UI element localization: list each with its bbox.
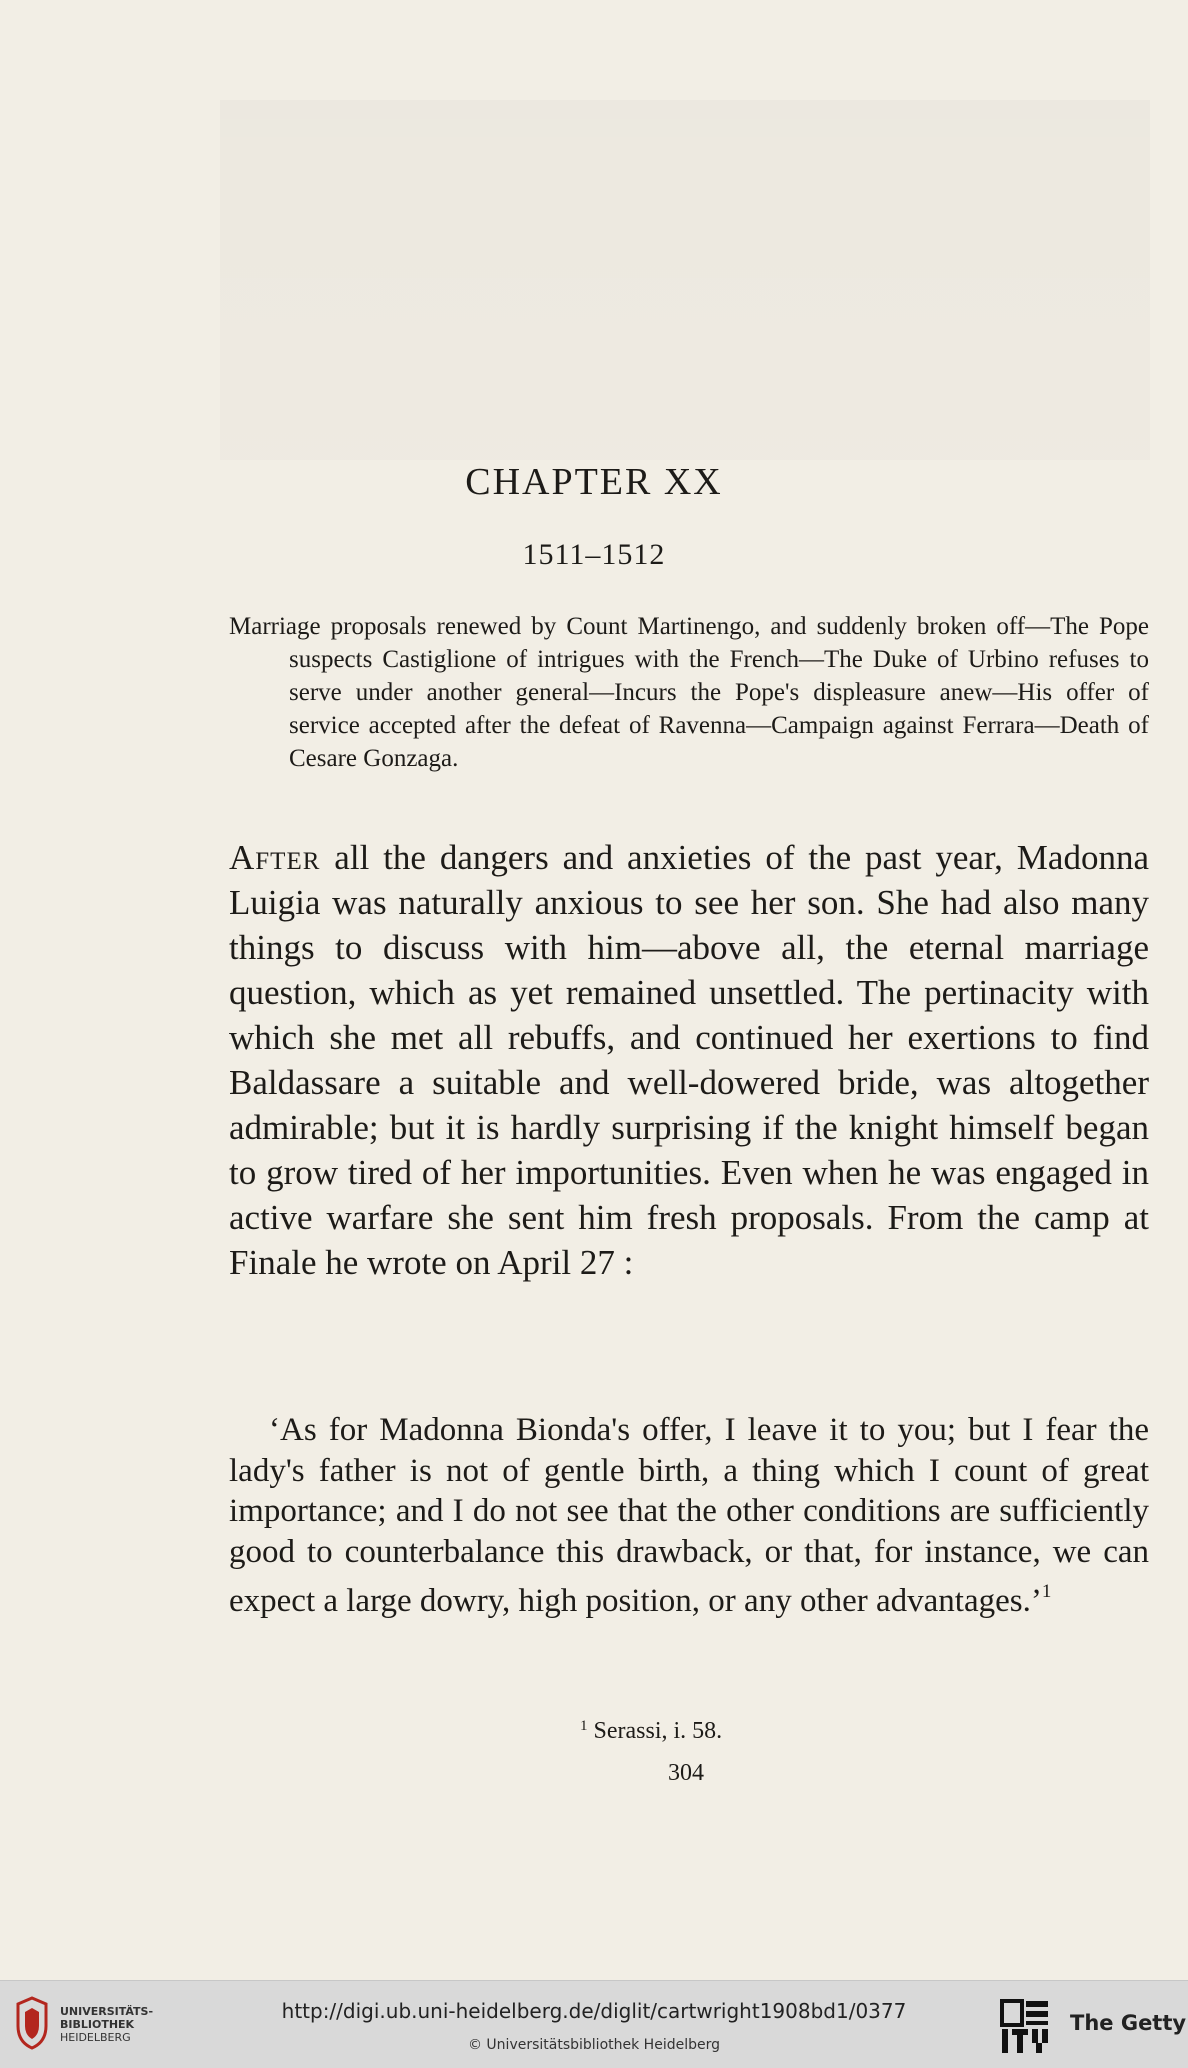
getty-logo-icon: [1000, 1999, 1050, 2055]
page-number: 304: [668, 1760, 704, 1786]
library-name-line-3: HEIDELBERG: [60, 2031, 131, 2044]
letter-quote: [229, 1410, 1149, 1622]
chapter-years: 1511–1512: [522, 538, 666, 571]
partner-name: The Getty: [1070, 2011, 1187, 2035]
copyright-notice: © Universitätsbibliothek Heidelberg: [467, 2037, 720, 2053]
paragraph-text: all the dangers and anxieties of the past year, Madonna Luigia was naturally anxious to see her son. She had also many things to discuss with him—above all, the eternal marriage question, which as yet remained unsettled. The pertinacity with which she met all rebuffs, and continued her exertions to find Baldassare a suitable and well-dowered bride, was altogether admirable; but it is hardly surprising if the knight himself began to grow tired of her importunities. Even when he was engaged in active warfare she sent him fresh proposals. From the camp at Finale he wrote on April 27 :: [229, 838, 1149, 1282]
footnote: [580, 1718, 722, 1745]
footnote-marker: 1: [580, 1718, 588, 1734]
library-name-line-2: BIBLIOTHEK: [60, 2018, 135, 2031]
chapter-title: CHAPTER XX: [465, 461, 723, 503]
permalink-url[interactable]: http://digi.ub.uni-heidelberg.de/diglit/cartwright1908bd1/0377: [281, 1999, 907, 2023]
viewer-footer: [0, 1980, 1188, 2068]
library-name-line-1: UNIVERSITÄTS-: [60, 2005, 154, 2018]
footnote-ref: 1: [1041, 1581, 1052, 1602]
show-through-text: [220, 100, 1150, 460]
chapter-synopsis: Marriage proposals renewed by Count Martinengo, and suddenly broken off—The Pope suspects Castiglione of intrigues with the French—The Duke of Urbino refuses to serve under another general—Incurs the Pope's displeasure anew—His offer of service accepted after the defeat of Ravenna—Campaign against Ferrara—Death of Cesare Gonzaga.: [229, 613, 1149, 772]
lead-word: After: [229, 838, 321, 877]
footnote-text: Serassi, i. 58.: [587, 1718, 723, 1744]
quote-text: ‘As for Madonna Bionda's offer, I leave it to you; but I fear the lady's father is not of gentle birth, a thing which I count of great importance; and I do not see that the other conditions are sufficiently good to counterbalance this drawback, or that, for instance, we can expect a large dowry, high position, or any other advantages.’: [229, 1412, 1149, 1619]
body-paragraph: [229, 835, 1149, 1285]
